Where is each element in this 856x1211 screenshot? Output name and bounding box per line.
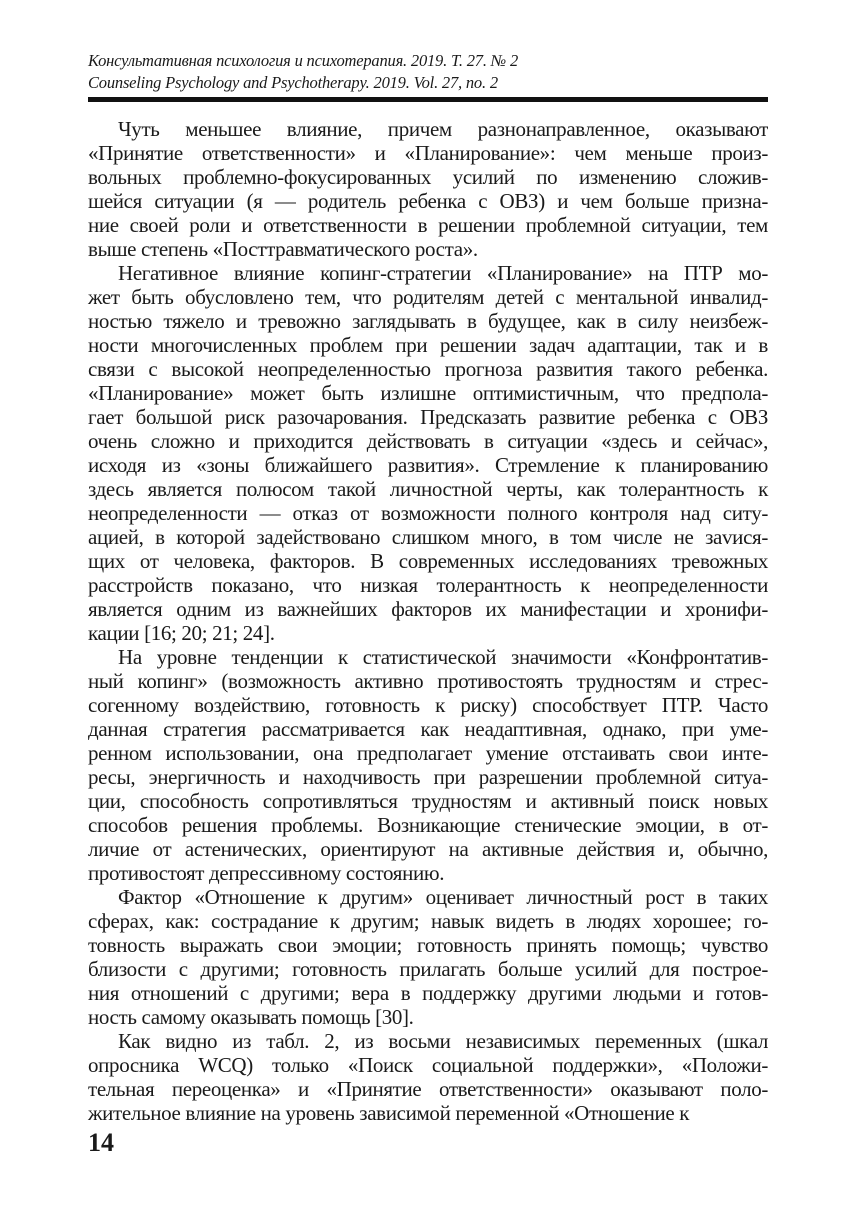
journal-title-en: Counseling Psychology and Psychotherapy. 2019. Vol. 27, no. 2 [88, 73, 498, 92]
paragraph [88, 885, 768, 1029]
text-line: тельная переоценка» и «Принятие ответственности» оказывают поло- [88, 1077, 768, 1101]
text-line: кации [16; 20; 21; 24]. [88, 621, 275, 645]
text-line: расстройств показано, что низкая толерантность к неопределенности [88, 573, 768, 597]
text-line: ности многочисленных проблем при решении задач адаптации, так и в [88, 333, 768, 357]
text-line: Фактор «Отношение к другим» оценивает личностный рост в таких [118, 885, 768, 909]
text-line: опросника WCQ) только «Поиск социальной поддержки», «Положи- [88, 1053, 768, 1077]
text-line: ние своей роли и ответственности в решении проблемной ситуации, тем [88, 213, 768, 237]
text-line: гает большой риск разочарования. Предсказать развитие ребенка с ОВЗ [88, 405, 768, 429]
text-line: способов решения проблемы. Возникающие стенические эмоции, в от- [88, 813, 768, 837]
paragraph [88, 261, 768, 645]
text-line: ность самому оказывать помощь [30]. [88, 1005, 414, 1029]
text-line: является одним из важнейших факторов их манифестации и хронифи- [88, 597, 768, 621]
text-line: Негативное влияние копинг-стратегии «Планирование» на ПТР мо- [118, 261, 768, 285]
text-line: здесь является полюсом такой личностной черты, как толерантность к [88, 477, 768, 501]
journal-title-ru: Консультативная психология и психотерапия. 2019. Т. 27. № 2 [88, 51, 519, 70]
text-line: данная стратегия рассматривается как неадаптивная, однако, при уме- [88, 717, 768, 741]
page-number: 14 [88, 1128, 114, 1157]
text-line: неопределенности — отказ от возможности полного контроля над ситу- [88, 501, 768, 525]
paragraph [88, 117, 768, 261]
text-line: исходя из «зоны ближайшего развития». Стремление к планированию [88, 453, 768, 477]
text-line: товность выражать свои эмоции; готовность принять помощь; чувство [88, 933, 768, 957]
text-line: «Планирование» может быть излишне оптимистичным, что предпола- [88, 381, 768, 405]
header-rule [88, 97, 768, 102]
text-line: ностью тяжело и тревожно заглядывать в будущее, как в силу неизбеж- [88, 309, 768, 333]
text-line: противостоят депрессивному состоянию. [88, 861, 445, 885]
text-line: ции, способность сопротивляться трудностям и активный поиск новых [88, 789, 768, 813]
text-line: ренном использовании, она предполагает умение отстаивать свои инте- [88, 741, 768, 765]
text-line: согенному воздействию, готовность к риску) способствует ПТР. Часто [88, 693, 768, 717]
text-line: личие от астенических, ориентируют на активные действия и, обычно, [88, 837, 768, 861]
body-text [88, 117, 768, 1125]
text-line: шейся ситуации (я — родитель ребенка с ОВЗ) и чем больше призна- [88, 189, 768, 213]
text-line: ацией, в которой задействовано слишком много, в том числе не зavися- [88, 525, 768, 549]
text-line: очень сложно и приходится действовать в ситуации «здесь и сейчас», [88, 429, 768, 453]
text-line: Чуть меньшее влияние, причем разнонаправленное, оказывают [118, 117, 768, 141]
text-line: ный копинг» (возможность активно противостоять трудностям и стрес- [88, 669, 768, 693]
text-line: щих от человека, факторов. В современных исследованиях тревожных [88, 549, 768, 573]
paragraph [88, 645, 768, 885]
text-line: «Принятие ответственности» и «Планирование»: чем меньше произ- [88, 141, 768, 165]
text-line: жительное влияние на уровень зависимой переменной «Отношение к [88, 1101, 690, 1125]
text-line: сферах, как: сострадание к другим; навык видеть в людях хорошее; го- [88, 909, 768, 933]
text-line: На уровне тенденции к статистической значимости «Конфронтатив- [118, 645, 768, 669]
text-line: выше степень «Посттравматического роста». [88, 237, 478, 261]
paragraph [88, 1029, 768, 1125]
text-line: ресы, энергичность и находчивость при разрешении проблемной ситуа- [88, 765, 768, 789]
text-line: ния отношений с другими; вера в поддержку другими людьми и готов- [88, 981, 768, 1005]
text-line: вольных проблемно-фокусированных усилий по изменению сложив- [88, 165, 768, 189]
text-line: Как видно из табл. 2, из восьми независимых переменных (шкал [118, 1029, 768, 1053]
text-line: связи с высокой неопределенностью прогноза развития такого ребенка. [88, 357, 768, 381]
text-line: близости с другими; готовность прилагать больше усилий для построе- [88, 957, 768, 981]
running-header [88, 50, 768, 94]
text-line: жет быть обусловлено тем, что родителям детей с ментальной инвалид- [88, 285, 768, 309]
